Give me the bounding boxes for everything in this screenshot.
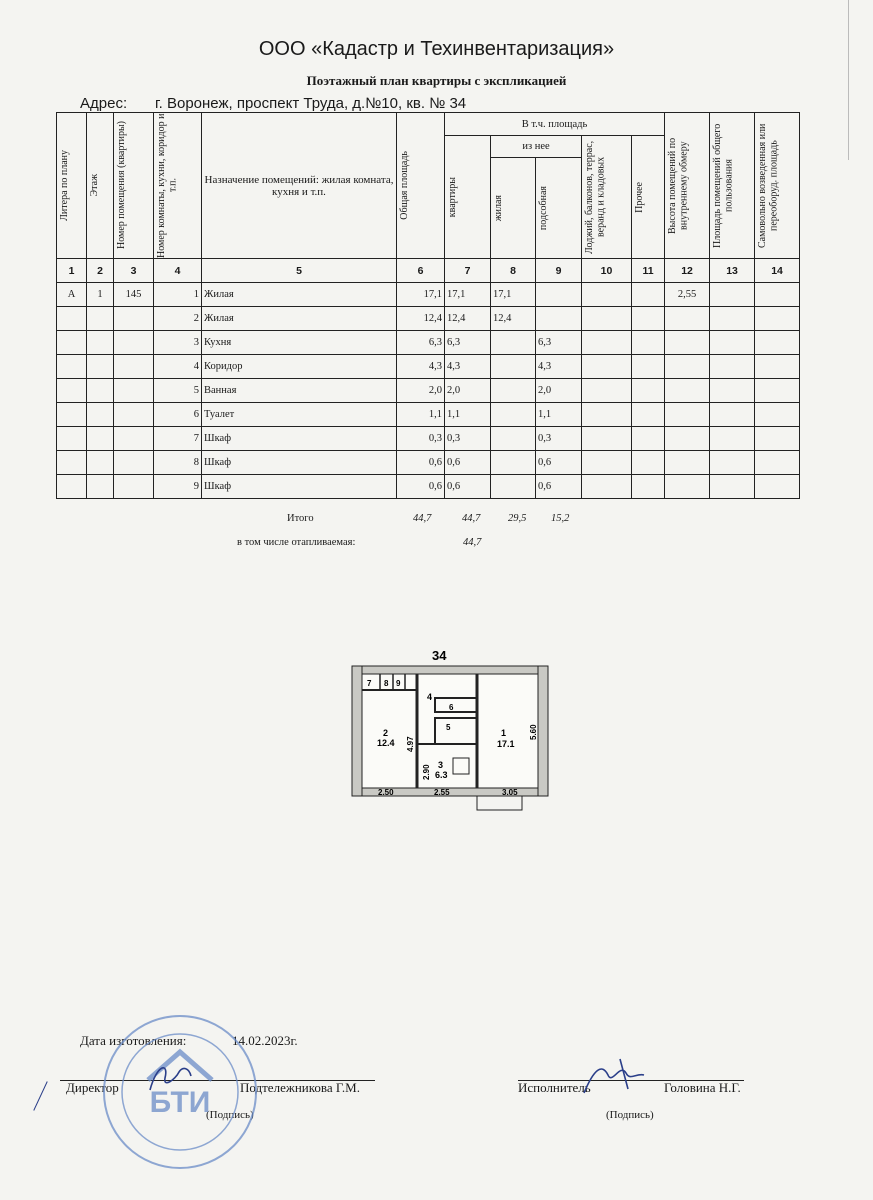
col-purpose-header: Назначение помещений: жилая комната, кухня и т.п.	[204, 173, 394, 198]
cell-empty	[755, 475, 800, 499]
cell-empty	[632, 475, 665, 499]
cell-empty	[632, 355, 665, 379]
totals-aux: 15,2	[551, 513, 570, 524]
cell-empty	[582, 355, 632, 379]
cell-apt	[114, 307, 154, 331]
cell-total: 6,3	[397, 331, 445, 355]
cell-empty	[710, 355, 755, 379]
cell-empty	[582, 307, 632, 331]
cell-total: 0,6	[397, 475, 445, 499]
col-apt-header: Номер помещения (квартиры)	[116, 121, 127, 250]
cell-empty	[755, 355, 800, 379]
cell-empty	[582, 283, 632, 307]
cell-total: 17,1	[397, 283, 445, 307]
cell-empty	[755, 403, 800, 427]
cell-empty	[632, 331, 665, 355]
cell-living: 17,1	[491, 283, 536, 307]
col-room-header: Номер комнаты, кухни, коридор и т.п.	[156, 113, 179, 258]
cell-empty	[582, 475, 632, 499]
cell-liter	[57, 331, 87, 355]
cell-empty	[632, 451, 665, 475]
col-number: 6	[397, 259, 445, 283]
cell-aux: 4,3	[536, 355, 582, 379]
cell-height	[665, 475, 710, 499]
cell-living	[491, 427, 536, 451]
margin-stroke	[33, 1081, 47, 1110]
col-number: 4	[154, 259, 202, 283]
plan-dimension: 3.05	[502, 788, 518, 797]
director-label: Директор	[66, 1080, 119, 1095]
floor-plan	[345, 640, 555, 825]
cell-empty	[755, 331, 800, 355]
col-number: 13	[710, 259, 755, 283]
cell-empty	[632, 307, 665, 331]
cell-room: 5	[154, 379, 202, 403]
cell-floor	[87, 451, 114, 475]
table-row	[57, 427, 800, 451]
cell-liter	[57, 475, 87, 499]
plan-room-area: 17.1	[497, 739, 515, 749]
cell-empty	[710, 451, 755, 475]
plan-apt-number: 34	[432, 648, 447, 663]
cell-apt	[114, 475, 154, 499]
cell-floor	[87, 355, 114, 379]
cell-empty	[755, 307, 800, 331]
col-living-header: жилая	[493, 194, 504, 222]
cell-apartment: 12,4	[445, 307, 491, 331]
cell-empty	[582, 379, 632, 403]
plan-dimension: 2.50	[378, 788, 394, 797]
cell-apt	[114, 355, 154, 379]
executor-signature-caption: (Подпись)	[606, 1109, 654, 1121]
cell-living	[491, 379, 536, 403]
col-number: 9	[536, 259, 582, 283]
cell-empty	[632, 427, 665, 451]
cell-purpose: Туалет	[202, 403, 397, 427]
cell-purpose: Шкаф	[202, 451, 397, 475]
col-number: 5	[202, 259, 397, 283]
cell-height	[665, 427, 710, 451]
col-liter-header: Литера по плану	[59, 150, 70, 221]
cell-purpose: Ванная	[202, 379, 397, 403]
col-number: 3	[114, 259, 154, 283]
cell-empty	[755, 451, 800, 475]
plan-room-area: 12.4	[377, 738, 395, 748]
plan-room-label: 6	[449, 703, 454, 712]
cell-empty	[710, 475, 755, 499]
plan-room-label: 1	[501, 728, 507, 738]
plan-room-label: 3	[438, 760, 444, 770]
address-label: Адрес:	[80, 95, 128, 112]
cell-liter: А	[57, 283, 87, 307]
cell-height	[665, 331, 710, 355]
plan-dimension: 4.97	[406, 736, 415, 752]
cell-height	[665, 307, 710, 331]
cell-aux: 0,3	[536, 427, 582, 451]
cell-room: 8	[154, 451, 202, 475]
cell-liter	[57, 427, 87, 451]
cell-height	[665, 451, 710, 475]
cell-total: 4,3	[397, 355, 445, 379]
col-number: 2	[87, 259, 114, 283]
cell-height: 2,55	[665, 283, 710, 307]
table-row	[57, 283, 800, 307]
cell-apartment: 6,3	[445, 331, 491, 355]
table-row	[57, 451, 800, 475]
plan-outer-wall-left	[352, 666, 362, 796]
cell-living	[491, 403, 536, 427]
cell-empty	[582, 403, 632, 427]
director-signature-caption: (Подпись)	[206, 1109, 254, 1121]
cell-empty	[710, 379, 755, 403]
executor-signature	[580, 1055, 650, 1100]
table-row	[57, 379, 800, 403]
cell-apartment: 0,6	[445, 451, 491, 475]
col-group-header: В т.ч. площадь	[521, 118, 588, 130]
cell-aux	[536, 307, 582, 331]
col-number: 12	[665, 259, 710, 283]
heated-value: 44,7	[463, 537, 482, 548]
cell-apt	[114, 451, 154, 475]
cell-total: 1,1	[397, 403, 445, 427]
cell-room: 7	[154, 427, 202, 451]
plan-room-label: 5	[446, 723, 451, 732]
plan-room-label: 9	[396, 679, 401, 688]
cell-floor	[87, 379, 114, 403]
cell-room: 3	[154, 331, 202, 355]
cell-liter	[57, 379, 87, 403]
cell-apt	[114, 403, 154, 427]
totals-living: 29,5	[508, 513, 527, 524]
cell-floor	[87, 307, 114, 331]
cell-apt	[114, 331, 154, 355]
col-height-header: Высота помещений по внутреннему обмеру	[667, 137, 690, 234]
document-subtitle: Поэтажный план квартиры с экспликацией	[306, 73, 567, 88]
cell-apt	[114, 427, 154, 451]
cell-empty	[582, 451, 632, 475]
col-number: 10	[582, 259, 632, 283]
table-row	[57, 331, 800, 355]
col-number: 8	[491, 259, 536, 283]
cell-floor: 1	[87, 283, 114, 307]
cell-empty	[582, 427, 632, 451]
cell-total: 12,4	[397, 307, 445, 331]
cell-total: 2,0	[397, 379, 445, 403]
cell-apt	[114, 379, 154, 403]
cell-purpose: Кухня	[202, 331, 397, 355]
table-row	[57, 307, 800, 331]
cell-liter	[57, 355, 87, 379]
cell-apartment: 17,1	[445, 283, 491, 307]
cell-apartment: 4,3	[445, 355, 491, 379]
cell-floor	[87, 331, 114, 355]
table-row	[57, 475, 800, 499]
cell-living	[491, 475, 536, 499]
plan-outer-wall-right	[538, 666, 548, 796]
cell-empty	[710, 403, 755, 427]
cell-aux	[536, 283, 582, 307]
cell-liter	[57, 307, 87, 331]
col-common-header: Площадь помещений общего пользования	[712, 123, 735, 248]
plan-room-label: 8	[384, 679, 389, 688]
cell-empty	[710, 331, 755, 355]
cell-living	[491, 451, 536, 475]
col-apartment-header: квартиры	[447, 176, 458, 218]
cell-room: 6	[154, 403, 202, 427]
cell-empty	[755, 427, 800, 451]
cell-height	[665, 355, 710, 379]
cell-aux: 1,1	[536, 403, 582, 427]
totals-total: 44,7	[413, 513, 432, 524]
plan-dimension: 2.90	[422, 764, 431, 780]
executor-label: Исполнитель	[518, 1080, 591, 1095]
cell-purpose: Жилая	[202, 307, 397, 331]
executor-name: Головина Н.Г.	[664, 1080, 741, 1095]
cell-living: 12,4	[491, 307, 536, 331]
heated-label: в том числе отапливаемая:	[237, 537, 356, 548]
table-body	[57, 283, 800, 499]
header-row-1	[57, 113, 800, 136]
cell-room: 4	[154, 355, 202, 379]
cell-height	[665, 403, 710, 427]
cell-empty	[755, 283, 800, 307]
cell-empty	[632, 403, 665, 427]
cell-purpose: Коридор	[202, 355, 397, 379]
page-edge	[848, 0, 849, 160]
col-number: 11	[632, 259, 665, 283]
table-row	[57, 403, 800, 427]
cell-apt: 145	[114, 283, 154, 307]
column-number-row	[57, 259, 800, 283]
director-signature	[145, 1058, 195, 1098]
cell-purpose: Шкаф	[202, 427, 397, 451]
date-label: Дата изготовления:	[80, 1033, 187, 1048]
totals-apartment: 44,7	[462, 513, 481, 524]
plan-room-area: 6.3	[435, 770, 448, 780]
cell-empty	[710, 427, 755, 451]
cell-apartment: 0,3	[445, 427, 491, 451]
col-unauth-header: Самовольно возведенная или переоборуд. площадь	[757, 123, 780, 248]
cell-empty	[755, 379, 800, 403]
cell-empty	[582, 331, 632, 355]
cell-apartment: 1,1	[445, 403, 491, 427]
plan-dimension: 2.55	[434, 788, 450, 797]
cell-room: 9	[154, 475, 202, 499]
explication-table	[56, 112, 800, 499]
plan-room-label: 2	[383, 728, 389, 738]
organization-title: ООО «Кадастр и Техинвентаризация»	[258, 38, 615, 60]
cell-purpose: Шкаф	[202, 475, 397, 499]
plan-room-label: 7	[367, 679, 372, 688]
stamp-text: БТИ	[149, 1086, 211, 1119]
col-loggia-header: Лоджий, балконов, террас, веранд и кладовых	[584, 140, 607, 254]
cell-floor	[87, 403, 114, 427]
cell-aux: 0,6	[536, 451, 582, 475]
col-total-header: Общая площадь	[399, 151, 410, 220]
cell-living	[491, 331, 536, 355]
col-floor-header: Этаж	[89, 174, 100, 197]
col-aux-header: подсобная	[538, 185, 549, 231]
director-name: Подтележникова Г.М.	[240, 1080, 360, 1095]
cell-room: 2	[154, 307, 202, 331]
cell-living	[491, 355, 536, 379]
cell-liter	[57, 451, 87, 475]
cell-empty	[632, 379, 665, 403]
plan-dimension: 5.60	[529, 724, 538, 740]
cell-room: 1	[154, 283, 202, 307]
date-value: 14.02.2023г.	[232, 1033, 298, 1048]
address-value: г. Воронеж, проспект Труда, д.№10, кв. № 34	[155, 95, 467, 112]
table-row	[57, 355, 800, 379]
cell-floor	[87, 475, 114, 499]
col-number: 14	[755, 259, 800, 283]
plan-room-label: 4	[427, 692, 433, 702]
cell-floor	[87, 427, 114, 451]
cell-empty	[710, 307, 755, 331]
cell-apartment: 2,0	[445, 379, 491, 403]
cell-total: 0,3	[397, 427, 445, 451]
cell-aux: 6,3	[536, 331, 582, 355]
cell-purpose: Жилая	[202, 283, 397, 307]
cell-empty	[632, 283, 665, 307]
cell-liter	[57, 403, 87, 427]
cell-aux: 0,6	[536, 475, 582, 499]
cell-total: 0,6	[397, 451, 445, 475]
col-subgroup-header: из нее	[522, 141, 550, 152]
cell-apartment: 0,6	[445, 475, 491, 499]
col-number: 7	[445, 259, 491, 283]
cell-empty	[710, 283, 755, 307]
col-other-header: Прочее	[634, 181, 645, 213]
plan-balcony	[477, 796, 522, 810]
col-number: 1	[57, 259, 87, 283]
cell-aux: 2,0	[536, 379, 582, 403]
plan-outer-wall-top	[352, 666, 548, 674]
cell-height	[665, 379, 710, 403]
totals-label: Итого	[287, 513, 314, 524]
